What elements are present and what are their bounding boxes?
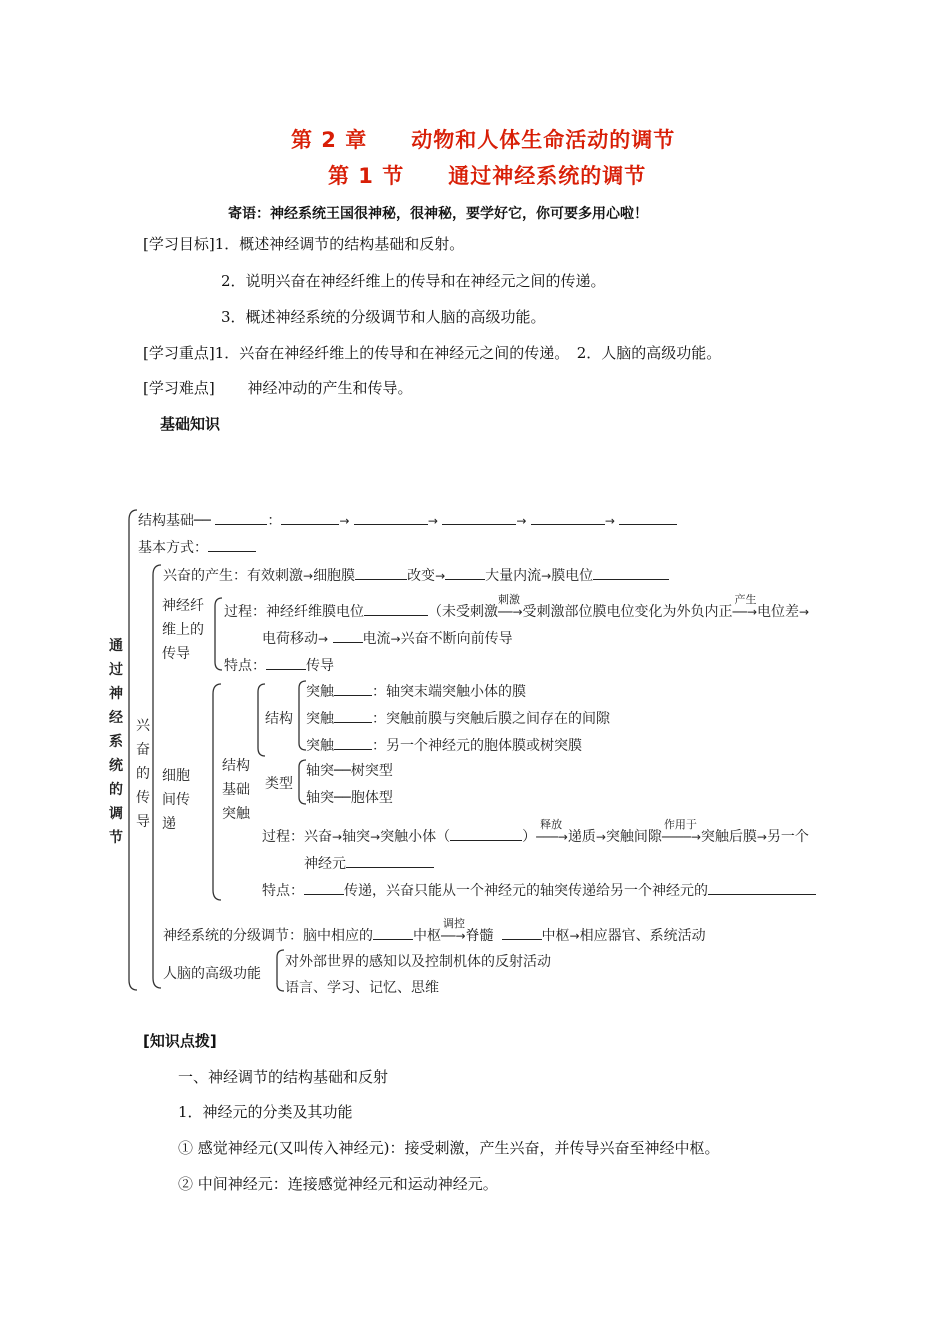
basic-mode-row <box>138 537 256 557</box>
generation-text-b: 细胞膜 <box>313 568 356 584</box>
synapse-text-b: ：突触前膜与突触后膜之间存在的间隙 <box>372 711 610 727</box>
cell-bracket <box>213 684 221 900</box>
synapse-text-b: ：另一个神经元的胞体膜或树突膜 <box>372 738 582 754</box>
synapse-text-a: 突触 <box>306 738 334 754</box>
release-note: 释放 <box>540 818 563 831</box>
feature1-text-b: 传导 <box>306 658 334 674</box>
feature2-text-a: 特点： <box>262 883 304 899</box>
process2-text-f: 突触间隙 <box>605 829 662 845</box>
control-note: 调控 <box>443 917 465 930</box>
process2-text-d: ） <box>522 829 537 845</box>
difficulty-label: [学习难点] <box>143 379 215 397</box>
feature1-row <box>224 655 334 675</box>
brain-item: 语言、学习、记忆、思维 <box>285 980 439 996</box>
generation-text-a: 兴奋的产生：有效刺激 <box>163 568 303 584</box>
structure-basis-label: 结构基础── <box>138 513 211 529</box>
generation-text-c: 改变 <box>407 568 436 584</box>
fiber-label: 神经纤维上的传导 <box>162 598 204 662</box>
chapter-title: 第 2 章 动物和人体生命活动的调节 <box>291 128 676 152</box>
knowledge-sub-heading: 1．神经元的分类及其功能 <box>178 1103 353 1121</box>
synapse-text-a: 突触 <box>306 711 334 727</box>
synapse-basis-bracket <box>258 684 265 756</box>
hierarchy-text-c: 脊髓 <box>465 928 494 944</box>
root-label: 通过神经系统的调节 <box>109 638 123 846</box>
generation-text-d: 大量内流 <box>485 568 542 584</box>
feature2-text-b: 传递，兴奋只能从一个神经元的轴突传递给另一个神经元的 <box>344 883 708 899</box>
between-cells-label: 细胞间传递 <box>162 768 190 832</box>
process-text-b: （未受刺激 <box>428 604 498 620</box>
type-item: 轴突──树突型 <box>306 763 393 779</box>
process-text-c: 受刺激部位膜电位变化为外负内正 <box>522 604 733 620</box>
process-text-d: 电位差 <box>757 604 800 620</box>
synapse-text-b: ：轴突末端突触小体的膜 <box>372 684 526 700</box>
brain-bracket <box>277 950 284 991</box>
synapse-row <box>306 681 526 701</box>
key-points-text: 1．兴奋在神经纤维上的传导和在神经元之间的传递。 2．人脑的高级功能。 <box>214 344 722 362</box>
difficulty-text: 神经冲动的产生和传导。 <box>247 379 413 397</box>
process2-text-c: 突触小体（ <box>380 829 451 845</box>
objective-item: 3．概述神经系统的分级调节和人脑的高级功能。 <box>221 308 546 326</box>
stimulus-note: 刺激 <box>498 593 520 606</box>
hierarchy-text-e: 相应器官、系统活动 <box>579 928 706 944</box>
hierarchy-text-d: 中枢 <box>541 928 570 944</box>
synapse-row <box>306 735 582 755</box>
objectives-label: [学习目标] <box>143 235 215 253</box>
process2-text-g: 突触后膜 <box>700 829 757 845</box>
process2-text-e: 递质 <box>567 829 596 845</box>
structure-basis-row: 结构基础── ： → → → → <box>138 510 677 530</box>
process-text-a: 过程：神经纤维膜电位 <box>224 604 364 620</box>
basic-mode-label: 基本方式： <box>138 540 208 556</box>
structure-bracket <box>299 681 306 750</box>
fiber-bracket <box>215 598 222 670</box>
synapse-basis-label: 结构基础突触 <box>222 758 250 822</box>
motto: 寄语：神经系统王国很神秘，很神秘，要学好它，你可要多用心啦！ <box>228 206 648 222</box>
process2-text-a: 过程：兴奋 <box>262 829 332 845</box>
hierarchy-row: 神经系统的分级调节：脑中相应的 中枢 调控 ──→脊髓 中枢→相应器官、系统活动 <box>163 917 706 944</box>
process2-row-1: 过程：兴奋→轴突→突触小体（ ） 释放 ───→递质→突触间隙 作用于 ────→突触后膜→另一个 <box>262 818 809 845</box>
knowledge-tips-heading: [知识点拨] <box>143 1032 217 1050</box>
brain-item: 对外部世界的感知以及控制机体的反射活动 <box>285 954 551 970</box>
process-text-f: 电流 <box>362 631 391 647</box>
produce-note: 产生 <box>734 593 757 606</box>
process2-text-h: 另一个 <box>766 829 809 845</box>
process2-text-i: 神经元 <box>304 856 346 872</box>
process-row-1: 过程：神经纤维膜电位 （未受刺激 刺激 ──→受刺激部位膜电位变化为外负内正 产生 ──→电位差→ <box>224 593 810 620</box>
type-item: 轴突──胞体型 <box>306 790 393 806</box>
process2-row-2 <box>304 853 434 873</box>
process2-text-b: 轴突 <box>342 829 371 845</box>
knowledge-item: ② 中间神经元：连接感觉神经元和运动神经元。 <box>178 1175 498 1193</box>
basic-knowledge-heading: 基础知识 <box>160 415 221 433</box>
process-text-g: 兴奋不断向前传导 <box>400 631 513 647</box>
generation-text-e: 膜电位 <box>551 568 594 584</box>
type-label: 类型 <box>265 776 293 792</box>
synapse-text-a: 突触 <box>306 684 334 700</box>
act-note: 作用于 <box>663 818 697 831</box>
section-title: 第 1 节 通过神经系统的调节 <box>328 164 647 188</box>
objective-item: 1．概述神经调节的结构基础和反射。 <box>214 235 465 253</box>
conduction-bracket <box>153 565 161 988</box>
generation-row: 兴奋的产生：有效刺激→细胞膜 改变→ 大量内流→膜电位 <box>163 565 669 585</box>
excitation-conduction-label: 兴奋的传导 <box>136 718 150 830</box>
synapse-row <box>306 708 610 728</box>
key-points-label: [学习重点] <box>143 344 215 362</box>
hierarchy-text-a: 神经系统的分级调节：脑中相应的 <box>163 928 373 944</box>
brain-label: 人脑的高级功能 <box>163 966 261 982</box>
hierarchy-text-b: 中枢 <box>413 928 441 944</box>
objective-item: 2．说明兴奋在神经纤维上的传导和在神经元之间的传递。 <box>221 272 606 290</box>
type-bracket <box>299 760 306 804</box>
process-row-2: 电荷移动→ 电流→兴奋不断向前传导 <box>262 628 513 648</box>
process-text-e: 电荷移动 <box>262 631 318 647</box>
feature2-row <box>262 880 816 900</box>
knowledge-sub-heading: 一、神经调节的结构基础和反射 <box>178 1068 389 1086</box>
feature1-text-a: 特点： <box>224 658 266 674</box>
structure-label: 结构 <box>265 711 293 727</box>
knowledge-item: ① 感觉神经元(又叫传入神经元)：接受刺激，产生兴奋，并传导兴奋至神经中枢。 <box>178 1139 720 1157</box>
